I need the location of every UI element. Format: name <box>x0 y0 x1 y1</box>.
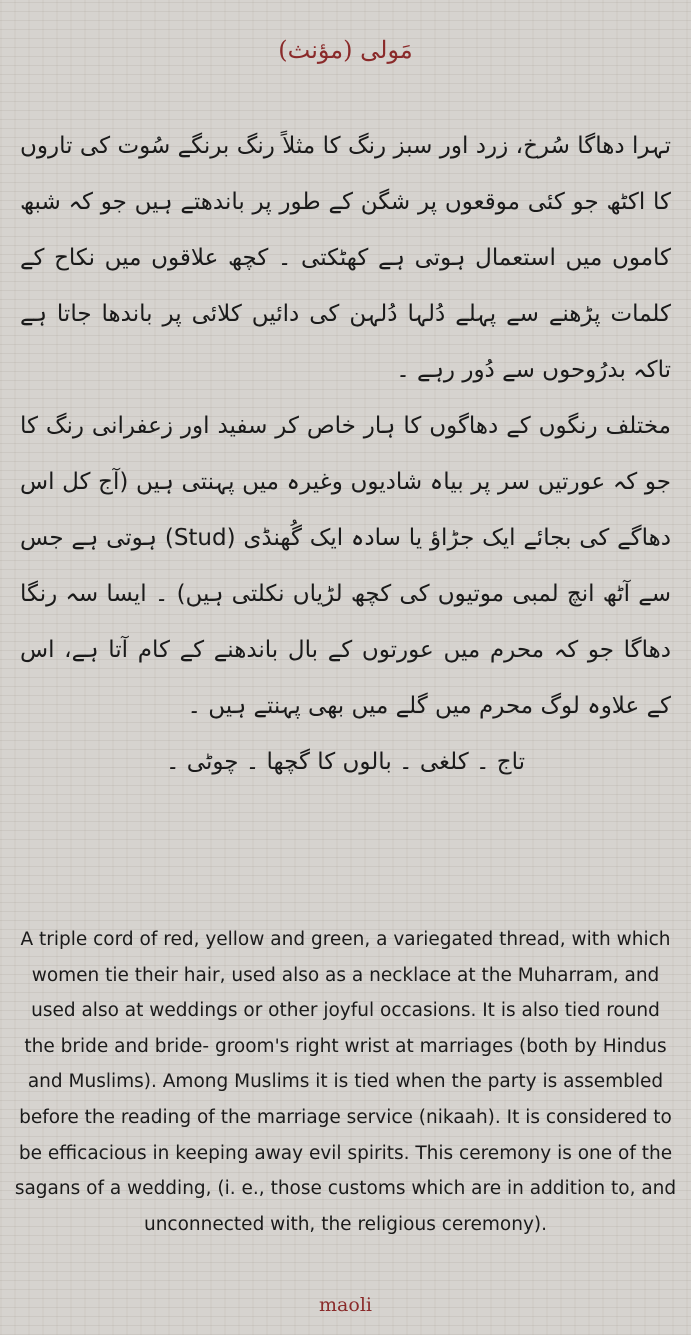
urdu-paragraph-1: تہرا دھاگا سُرخ، زرد اور سبز رنگ کا مثلاً رنگ برنگے سُوت کی تاروں کا اکٹھ جو کئی موقعوں پر شگن کے طور پر باندھتے ہیں جو کہ شبھ کاموں میں استعمال ہوتی ہے کھٹکتی ۔ کچھ علاقوں میں نکاح کے کلمات پڑھنے سے پہلے دُلہا دُلہن کی دائیں کلائی پر باندھا جاتا ہے تاکہ بدرُوحوں سے دُور رہے ۔ <box>20 133 671 383</box>
urdu-paragraph-2: مختلف رنگوں کے دھاگوں کا ہار خاص کر سفید اور زعفرانی رنگ کا جو کہ عورتیں سر پر بیاہ شادیوں وغیرہ میں پہنتی ہیں (آج کل اس دھاگے کی بجائے ایک جڑاؤ یا سادہ ایک گُھنڈی (Stud) ہوتی ہے جس سے آٹھ انچ لمبی موتیوں کی کچھ لڑیاں نکلتی ہیں) ۔ ایسا سہ رنگا دھاگا جو کہ محرم میں عورتوں کے بال باندھنے کے کام آتا ہے، اس کے علاوہ لوگ محرم میں گلے میں بھی پہنتے ہیں ۔ <box>20 413 671 719</box>
romanized-word: maoli <box>319 1294 372 1316</box>
entry-title: مَولی (مؤنث) <box>278 36 413 64</box>
english-definition: A triple cord of red, yellow and green, a variegated thread, with which women tie their hair, used also as a necklace at the Muharram, and used also at weddings or other joyful occasions. It is also tied round the bride and bride- groom's right wrist at marriages (both by Hindus and Muslims). Among Muslims it is tied when the party is assembled before the reading of the marriage service (nikaah). It is considered to be efficacious in keeping away evil spirits. This ceremony is one of the sagans of a wedding, (i. e., those customs which are in addition to, and unconnected with, the religious ceremony). <box>14 929 677 1235</box>
urdu-definition <box>20 118 671 790</box>
urdu-related-terms: تاج ۔ کلغی ۔ بالوں کا گچھا ۔ چوٹی ۔ <box>165 749 525 775</box>
